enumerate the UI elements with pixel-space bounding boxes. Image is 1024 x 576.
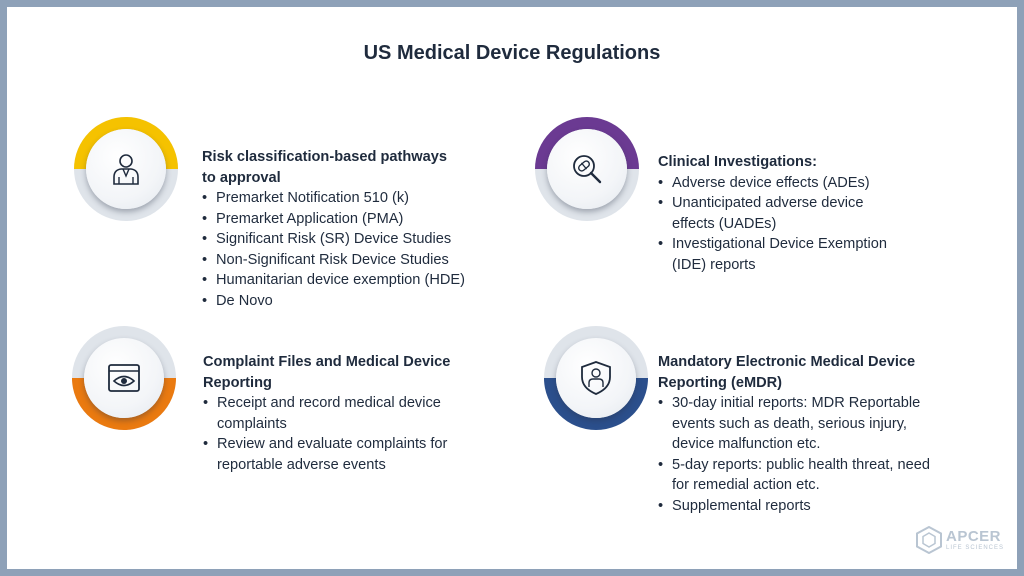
section-list [658, 393, 948, 516]
list-item: • Significant Risk (SR) Device Studies [202, 229, 502, 250]
list-item: • Adverse device effects (ADEs) [658, 173, 903, 194]
section-heading: Complaint Files and Medical Device Reporting [203, 354, 451, 391]
pill-magnifier-icon [569, 151, 605, 187]
list-item: • Non-Significant Risk Device Studies [202, 250, 502, 271]
section-list [202, 188, 502, 311]
section-heading: Risk classification-based pathways to approval [202, 149, 447, 186]
shield-doctor-icon [578, 360, 614, 396]
list-item: • 5-day reports: public health threat, need for remedial action etc. [658, 455, 948, 496]
icon-ring [535, 117, 639, 221]
list-item: • Receipt and record medical device complaints [203, 393, 478, 434]
list-item: • Unanticipated adverse device effects (UADEs) [658, 193, 903, 234]
section-list [203, 393, 478, 475]
doctor-icon [108, 151, 144, 187]
list-item: • Investigational Device Exemption (IDE) reports [658, 234, 903, 275]
list-item: • Premarket Notification 510 (k) [202, 188, 502, 209]
icon-ring [544, 326, 648, 430]
section-heading: Mandatory Electronic Medical Device Reporting (eMDR) [658, 354, 916, 391]
icon-ring [74, 117, 178, 221]
section-heading: Clinical Investigations: [658, 154, 817, 170]
icon-ring [72, 326, 176, 430]
logo-name: APCER [946, 528, 1002, 545]
page-title: US Medical Device Regulations [363, 42, 661, 64]
browser-eye-icon [106, 360, 142, 396]
logo-subtitle: LIFE SCIENCES [946, 545, 1005, 551]
list-item: • Humanitarian device exemption (HDE) [202, 270, 502, 291]
list-item: • Review and evaluate complaints for reportable adverse events [203, 434, 478, 475]
list-item: • 30-day initial reports: MDR Reportable events such as death, serious injury, device malfunction etc. [658, 393, 948, 455]
list-item: • Premarket Application (PMA) [202, 209, 502, 230]
company-logo [916, 526, 1005, 559]
list-item: • Supplemental reports [658, 496, 948, 517]
section-list [658, 173, 903, 276]
list-item: • De Novo [202, 291, 502, 312]
hexagon-logo-icon [916, 526, 942, 554]
